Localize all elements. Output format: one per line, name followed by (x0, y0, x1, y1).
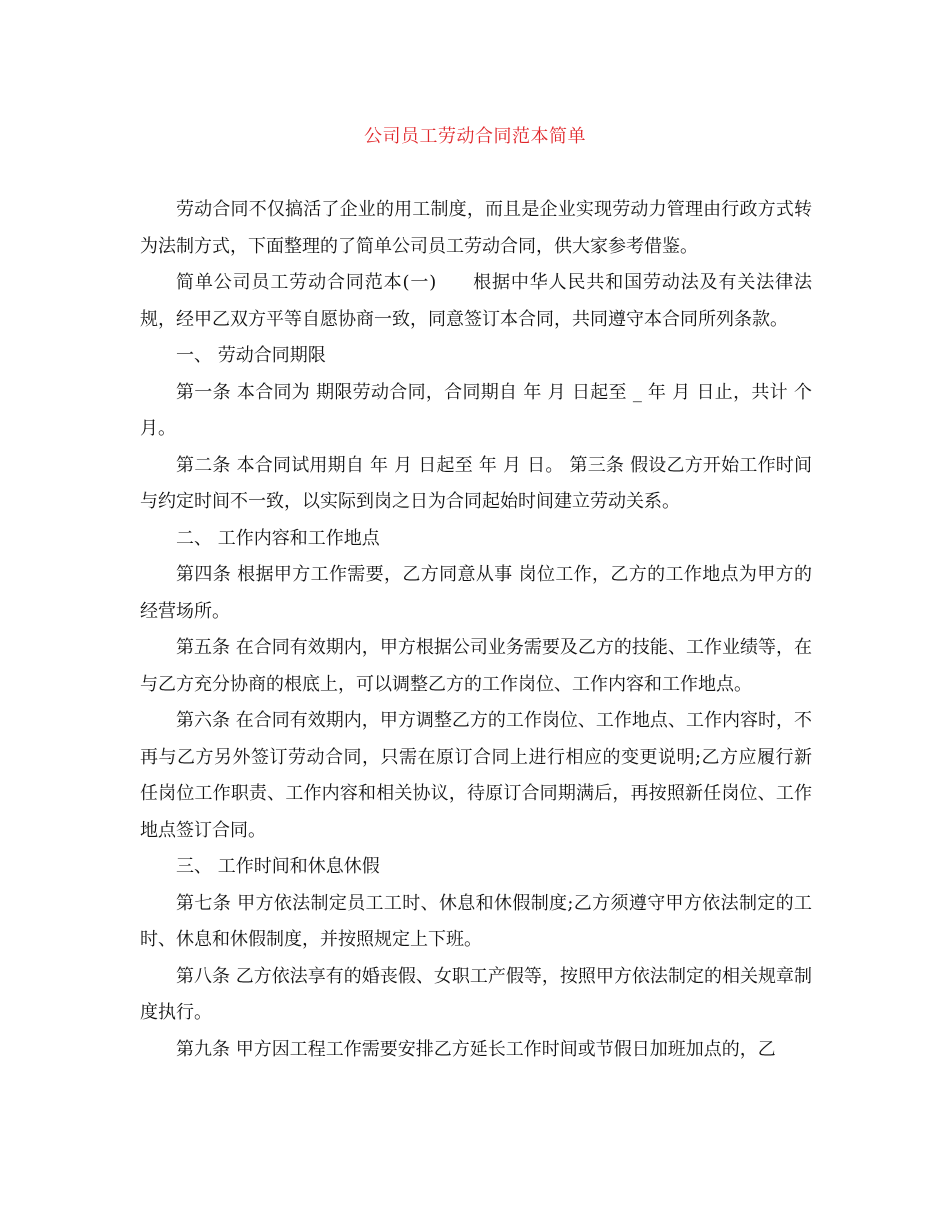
article-5: 第五条 在合同有效期内，甲方根据公司业务需要及乙方的技能、工作业绩等，在与乙方充分协商的根底上，可以调整乙方的工作岗位、工作内容和工作地点。 (140, 637, 812, 695)
article-7: 第七条 甲方依法制定员工工时、休息和休假制度;乙方须遵守甲方依法制定的工时、休息和休假制度，并按照规定上下班。 (140, 892, 812, 950)
paragraph-contract-heading (140, 265, 812, 338)
section-heading-work: 二、 工作内容和工作地点 (176, 527, 380, 549)
article-9: 第九条 甲方因工程工作需要安排乙方延长工作时间或节假日加班加点的，乙 (176, 1038, 776, 1060)
article-4: 第四条 根据甲方工作需要，乙方同意从事 岗位工作，乙方的工作地点为甲方的经营场所。 (140, 564, 812, 622)
paragraph-intro: 劳动合同不仅搞活了企业的用工制度，而且是企业实现劳动力管理由行政方式转为法制方式，下面整理的了简单公司员工劳动合同，供大家参考借鉴。 (140, 199, 812, 257)
article-2-3: 第二条 本合同试用期自 年 月 日起至 年 月 日。 第三条 假设乙方开始工作时间与约定时间不一致，以实际到岗之日为合同起始时间建立劳动关系。 (140, 454, 812, 512)
document-title: 公司员工劳动合同范本简单 (364, 126, 586, 147)
article-8: 第八条 乙方依法享有的婚丧假、女职工产假等，按照甲方依法制定的相关规章制度执行。 (140, 965, 812, 1023)
article-6: 第六条 在合同有效期内，甲方调整乙方的工作岗位、工作地点、工作内容时，不再与乙方另外签订劳动合同，只需在原订合同上进行相应的变更说明;乙方应履行新任岗位工作职责、工作内容和相关协议，待原订合同期满后，再按照新任岗位、工作地点签订合同。 (140, 710, 812, 841)
contract-template-title: 简单公司员工劳动合同范本(一) (176, 272, 437, 293)
article-1: 第一条 本合同为 期限劳动合同，合同期自 年 月 日起至 _ 年 月 日止，共计 个月。 (140, 381, 812, 439)
contract-preamble: 根据中华人民共和国劳动法及有关法律法规，经甲乙双方平等自愿协商一致，同意签订本合同，共同遵守本合同所列条款。 (140, 272, 813, 330)
section-heading-term: 一、 劳动合同期限 (176, 345, 326, 366)
section-heading-hours: 三、 工作时间和休息休假 (176, 856, 380, 877)
document-body (140, 192, 812, 1068)
